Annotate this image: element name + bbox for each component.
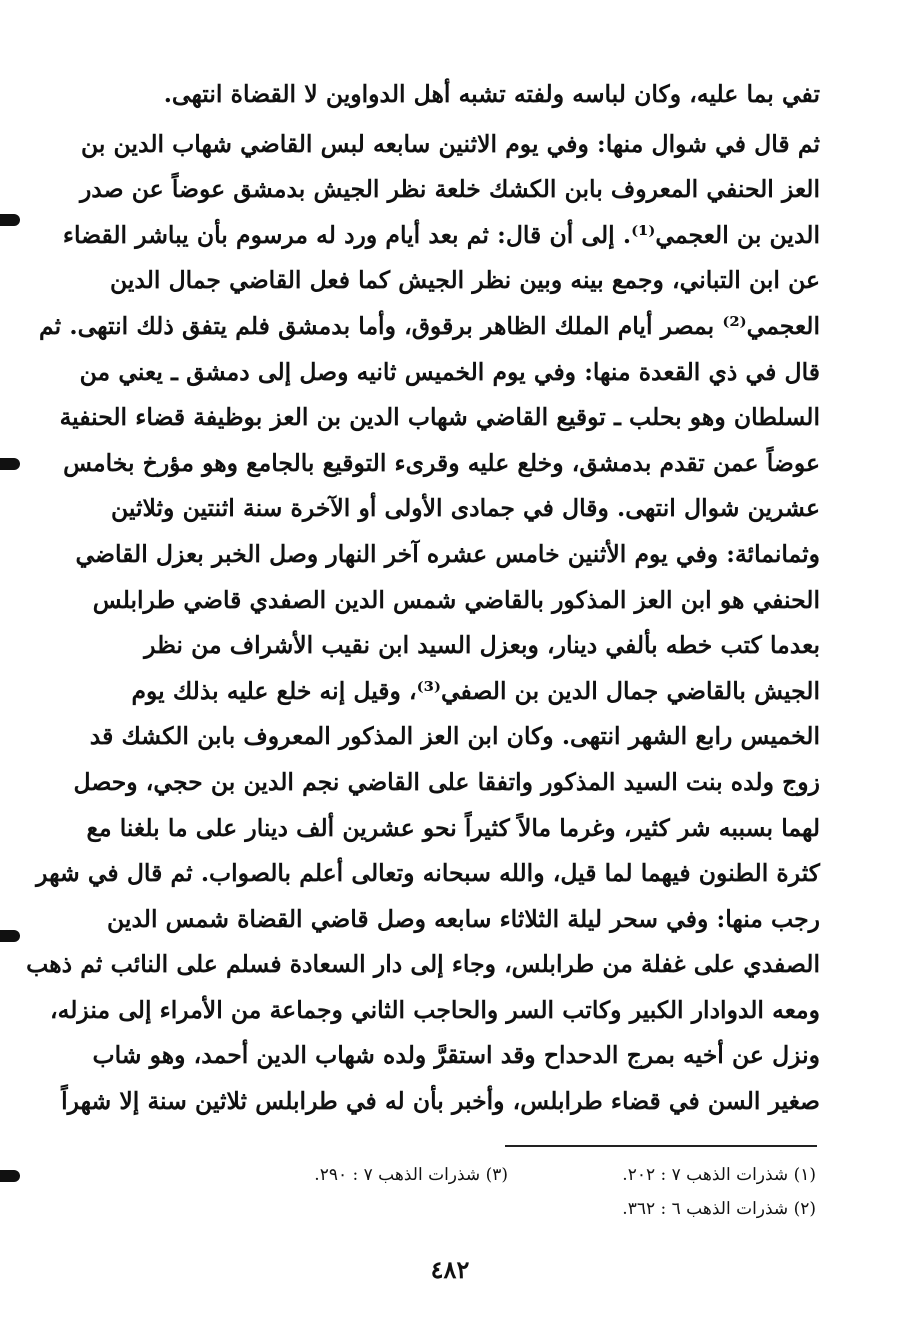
text-line: الحنفي هو ابن العز المذكور بالقاضي شمس الدين الصفدي قاضي طرابلس [92, 585, 820, 614]
text-line: عشرين شوال انتهى. وقال في جمادى الأولى أو الآخرة سنة اثنتين وثلاثين [110, 494, 820, 523]
text-line: السلطان وهو بحلب ـ توقيع القاضي شهاب الدين بن العز بوظيفة قضاء الحنفية [59, 403, 820, 432]
margin-mark [0, 458, 20, 470]
text-line: وثمانمائة: وفي يوم الأثنين خامس عشره آخر النهار وصل الخبر بعزل القاضي [75, 539, 820, 568]
text-line: لهما بسببه شر كثير، وغرما مالاً كثيراً نحو عشرين ألف دينار على ما بلغنا مع [86, 813, 820, 842]
body-text [26, 72, 820, 1125]
footnote-2: (٢) شذرات الذهب ٦ : ٣٦٢. [622, 1199, 816, 1219]
text-line: عوضاً عمن تقدم بدمشق، وخلع عليه وقرىء التوقيع بالجامع وهو مؤرخ بخامس [63, 448, 820, 477]
text-line: كثرة الطنون فيهما لما قيل، والله سبحانه وتعالى أعلم بالصواب. ثم قال في شهر [36, 859, 820, 888]
footnote-divider [505, 1145, 817, 1147]
text-line: العجمي⁽²⁾ بمصر أيام الملك الظاهر برقوق، وأما بدمشق فلم يتفق ذلك انتهى. ثم [39, 311, 820, 340]
margin-mark [0, 214, 20, 226]
text-line: الصفدي على غفلة من طرابلس، وجاء إلى دار السعادة فسلم على النائب ثم ذهب [26, 950, 820, 979]
text-line: تفي بما عليه، وكان لباسه ولفته تشبه أهل الدواوين لا القضاة انتهى. [163, 80, 820, 108]
text-line: العز الحنفي المعروف بابن الكشك خلعة نظر الجيش بدمشق عوضاً عن صدر [79, 175, 820, 204]
text-line: رجب منها: وفي سحر ليلة الثلاثاء سابعه وصل قاضي القضاة شمس الدين [107, 904, 820, 933]
page-number: ٤٨٢ [430, 1255, 470, 1284]
footnote-1: (١) شذرات الذهب ٧ : ٢٠٢. [622, 1165, 816, 1185]
text-line: صغير السن في قضاء طرابلس، وأخبر بأن له في طرابلس ثلاثين سنة إلا شهراً [61, 1087, 820, 1116]
margin-mark [0, 930, 20, 942]
footnotes [200, 1158, 816, 1226]
text-line: بعدما كتب خطه بألفي دينار، وبعزل السيد ابن نقيب الأشراف من نظر [144, 631, 820, 660]
text-line: الخميس رابع الشهر انتهى. وكان ابن العز المذكور المعروف بابن الكشك قد [89, 722, 820, 751]
text-line: قال في ذي القعدة منها: وفي يوم الخميس ثانيه وصل إلى دمشق ـ يعني من [79, 357, 820, 386]
text-line: ثم قال في شوال منها: وفي يوم الاثنين سابعه لبس القاضي شهاب الدين بن [80, 129, 820, 158]
text-line: عن ابن التباني، وجمع بينه وبين نظر الجيش كما فعل القاضي جمال الدين [109, 266, 820, 295]
text-line: ومعه الدوادار الكبير وكاتب السر والحاجب الثاني وجماعة من الأمراء إلى منزله، [50, 995, 820, 1024]
text-line: زوج ولده بنت السيد المذكور واتفقا على القاضي نجم الدين بن حجي، وحصل [73, 767, 820, 796]
text-line: الجيش بالقاضي جمال الدين بن الصفي⁽³⁾، وقيل إنه خلع عليه بذلك يوم [131, 676, 820, 705]
footnote-3: (٣) شذرات الذهب ٧ : ٢٩٠. [314, 1165, 508, 1185]
text-line: الدين بن العجمي⁽¹⁾. إلى أن قال: ثم بعد أيام ورد له مرسوم بأن يباشر القضاء [62, 220, 820, 249]
margin-mark [0, 1170, 20, 1182]
text-line: ونزل عن أخيه بمرج الدحداح وقد استقرَّ ولده شهاب الدين أحمد، وهو شاب [92, 1041, 820, 1070]
